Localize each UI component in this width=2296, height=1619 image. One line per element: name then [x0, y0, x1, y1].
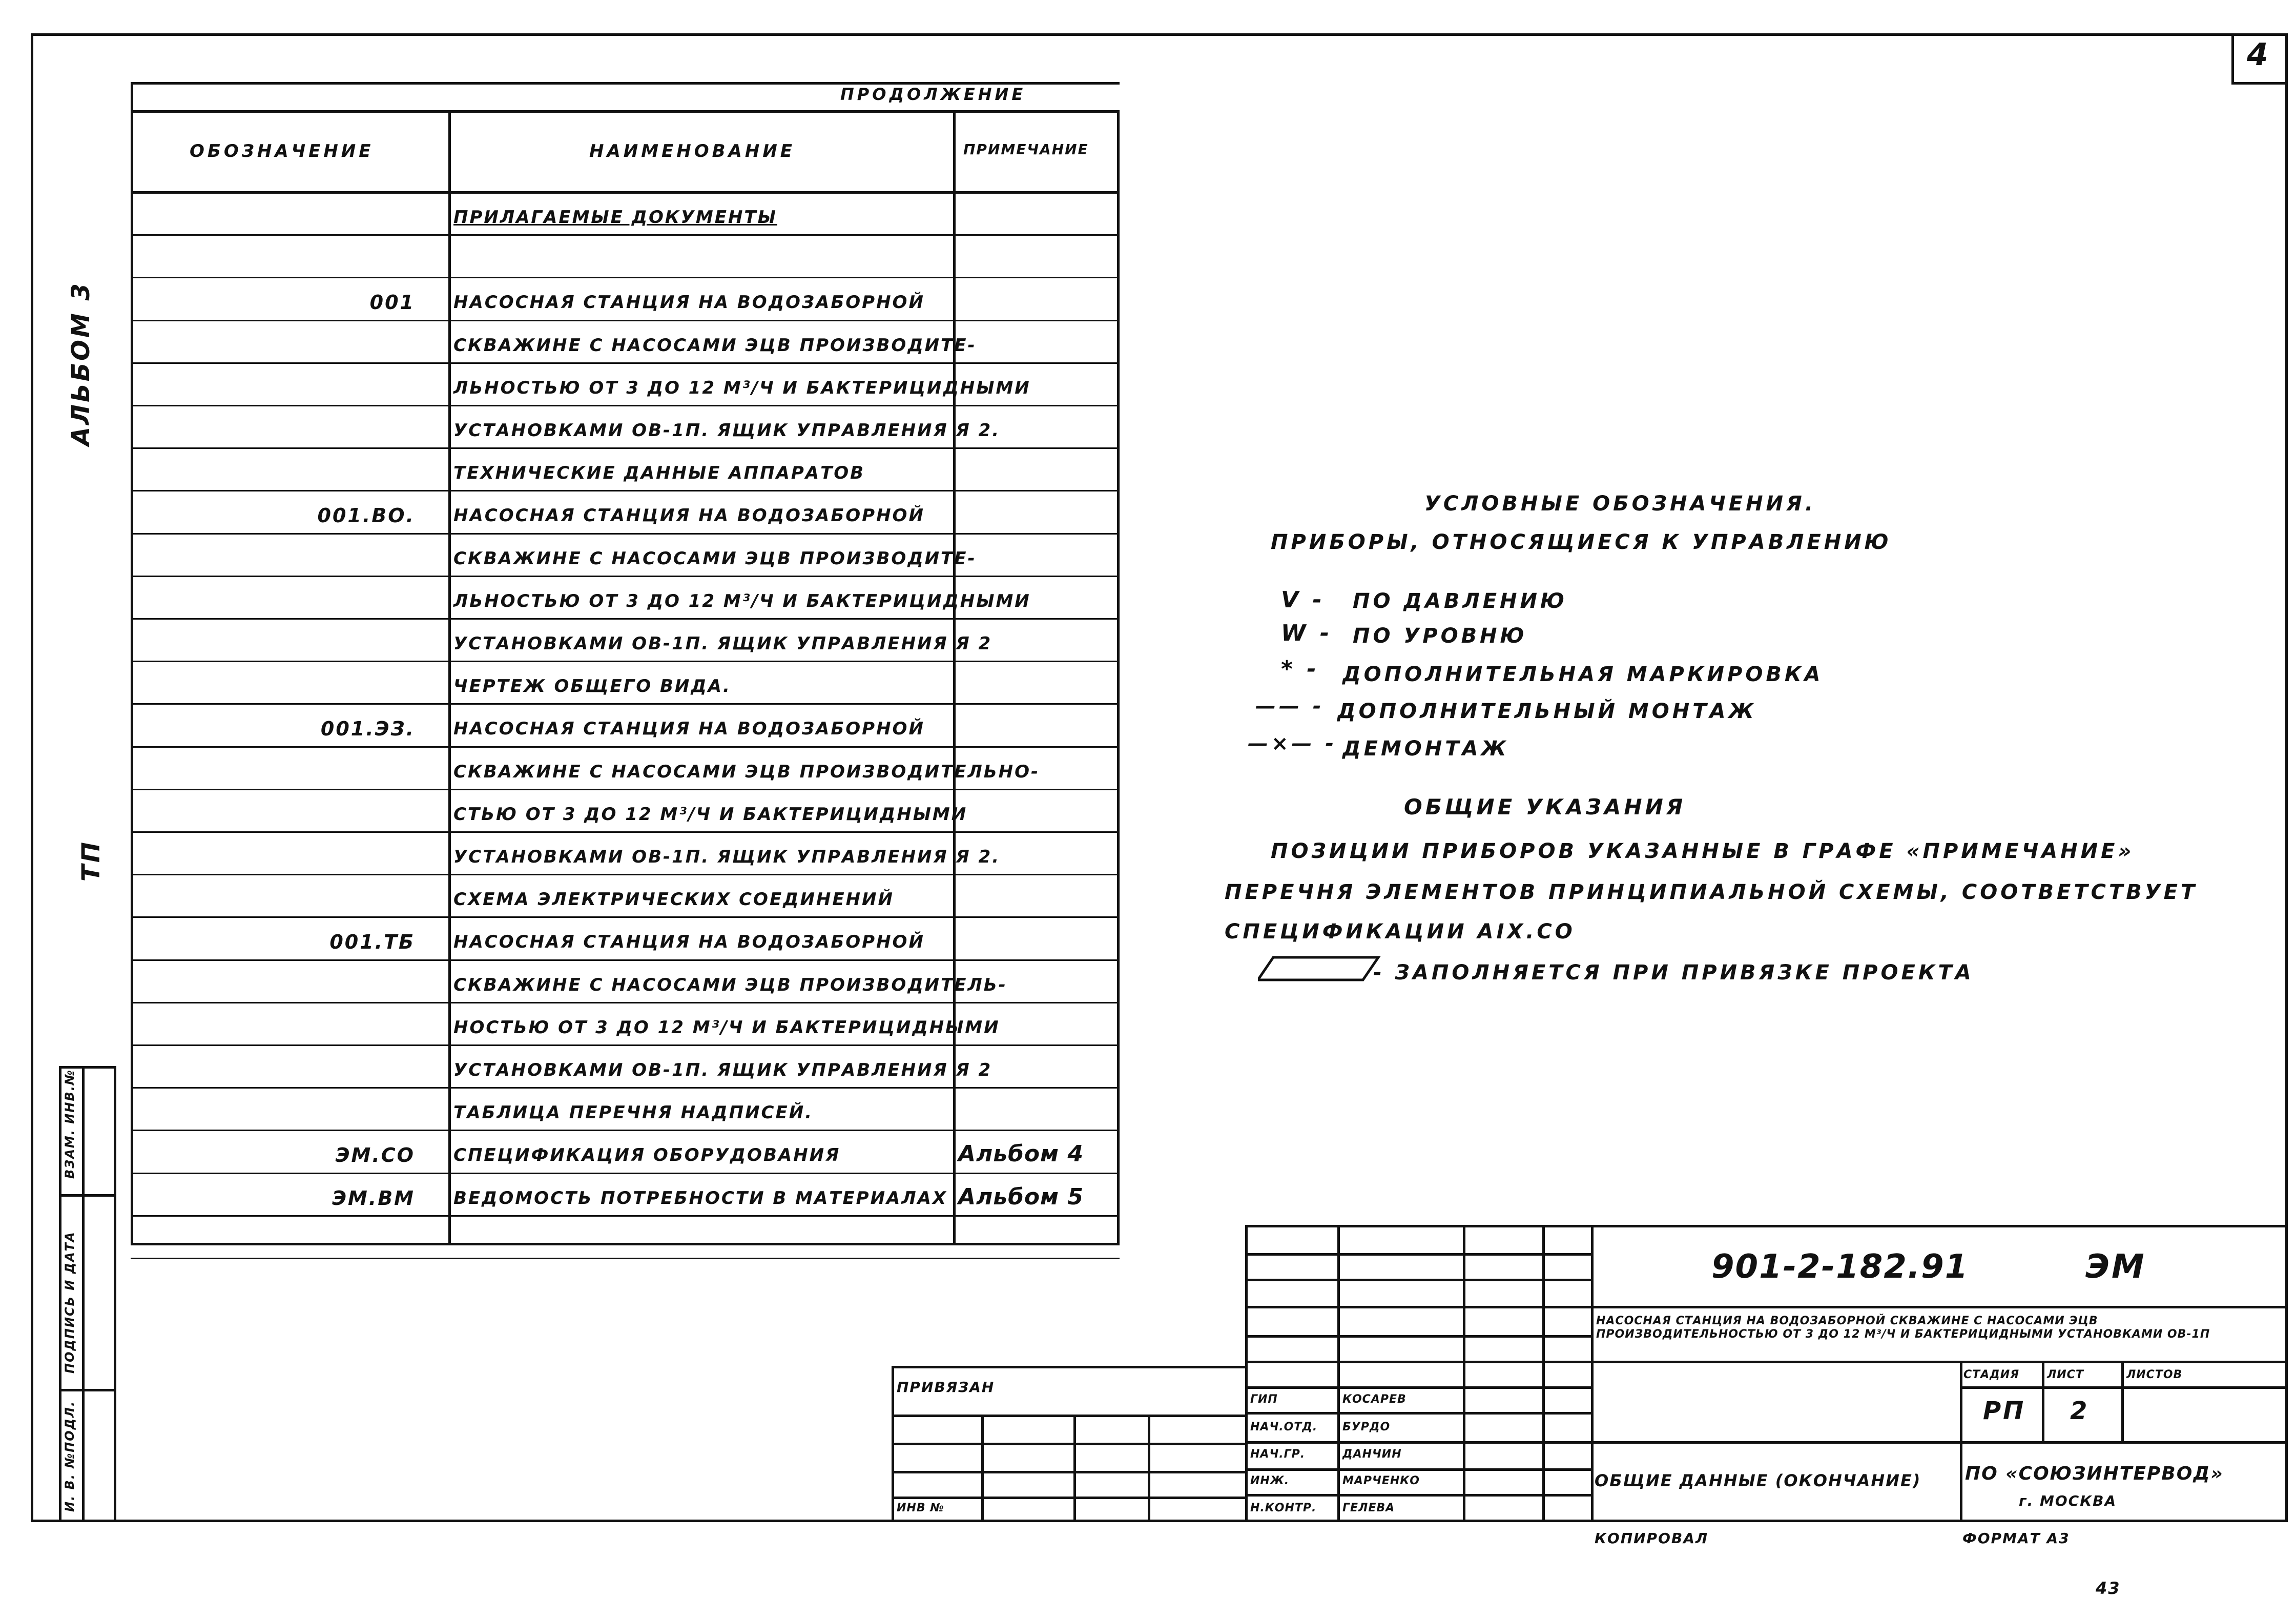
signature-role-1: ГИП	[1250, 1393, 1278, 1406]
table-row-name: НАСОСНАЯ СТАНЦИЯ НА ВОДОЗАБОРНОЙ	[453, 292, 925, 313]
table-row-name: СКВАЖИНЕ С НАСОСАМИ ЭЦВ ПРОИЗВОДИТЕ-	[453, 548, 977, 569]
table-row-divider	[131, 916, 1120, 918]
table-row-designation: 001	[369, 291, 415, 314]
title-block-divider	[1245, 1441, 1591, 1444]
attachment-divider	[892, 1415, 1245, 1417]
table-row-name: ЛЬНОСТЬЮ ОТ 3 ДО 12 М³/Ч И БАКТЕРИЦИДНЫМИ	[453, 377, 1031, 398]
title-block-divider	[1245, 1335, 1591, 1338]
sheet-title: ОБЩИЕ ДАННЫЕ (ОКОНЧАНИЕ)	[1595, 1471, 1921, 1490]
legend-symbol-line: —— -	[1255, 694, 1325, 718]
general-notes-line-3: СПЕЦИФИКАЦИИ АIХ.СО	[1225, 920, 1576, 944]
table-left-border	[131, 82, 133, 1245]
title-block-divider	[1245, 1361, 1591, 1363]
table-row-divider	[131, 447, 1120, 449]
bottom-mark: 43	[2096, 1579, 2121, 1598]
table-row-divider	[131, 1130, 1120, 1131]
legend-item-marking: ДОПОЛНИТЕЛЬНАЯ МАРКИРОВКА	[1342, 663, 1824, 686]
title-block-divider	[1591, 1441, 2288, 1444]
attachment-divider	[892, 1443, 1245, 1445]
table-header-top	[131, 110, 1120, 113]
table-row-divider	[131, 618, 1120, 620]
attachment-divider	[892, 1497, 1245, 1499]
organization: ПО «СОЮЗИНТЕРВОД»	[1965, 1463, 2224, 1484]
attachment-divider	[981, 1415, 984, 1522]
signature-role-5: Н.КОНТР.	[1250, 1502, 1317, 1514]
table-row-name: УСТАНОВКАМИ ОВ-1П. ЯЩИК УПРАВЛЕНИЯ Я 2.	[453, 847, 1001, 867]
signature-role-4: ИНЖ.	[1250, 1474, 1290, 1487]
side-label-inv-original: И. В. №ПОДЛ.	[63, 1400, 77, 1512]
table-row-name: ВЕДОМОСТЬ ПОТРЕБНОСТИ В МАТЕРИАЛАХ	[453, 1187, 948, 1208]
table-row-divider	[131, 362, 1120, 364]
signature-name-5: ГЕЛЕВА	[1342, 1502, 1395, 1514]
sheet-value: 2	[2070, 1397, 2090, 1425]
table-row-name: УСТАНОВКАМИ ОВ-1П. ЯЩИК УПРАВЛЕНИЯ Я 2	[453, 633, 992, 654]
table-row-divider	[131, 1173, 1120, 1174]
table-row-name: ПРИЛАГАЕМЫЕ ДОКУМЕНТЫ	[453, 207, 777, 228]
table-row-divider	[131, 405, 1120, 406]
table-row-divider	[131, 1258, 1120, 1259]
legend-subtitle: ПРИБОРЫ, ОТНОСЯЩИЕСЯ К УПРАВЛЕНИЮ	[1271, 530, 1892, 554]
table-row-note: Альбом 5	[958, 1183, 1084, 1210]
table-row-divider	[131, 703, 1120, 705]
table-row-designation: ЭМ.СО	[335, 1144, 415, 1167]
title-block-divider	[2121, 1361, 2124, 1441]
table-row-designation: 001.ЭЗ.	[320, 718, 415, 741]
table-row-name: СТЬЮ ОТ 3 ДО 12 М³/Ч И БАКТЕРИЦИДНЫМИ	[453, 804, 968, 825]
title-block-divider	[1591, 1361, 2288, 1363]
doc-mark: ЭМ	[2085, 1248, 2146, 1286]
inv-number-label: ИНВ №	[897, 1502, 944, 1514]
title-block-divider	[1463, 1225, 1465, 1522]
signature-name-2: БУРДО	[1342, 1421, 1391, 1433]
title-block-divider	[1960, 1361, 1962, 1522]
table-row-name: СКВАЖИНЕ С НАСОСАМИ ЭЦВ ПРОИЗВОДИТЕЛЬ-	[453, 974, 1007, 995]
parallelogram-icon	[1258, 953, 1381, 984]
title-block-divider	[1245, 1279, 1591, 1281]
doc-description: НАСОСНАЯ СТАНЦИЯ НА ВОДОЗАБОРНОЙ СКВАЖИНЕ С НАСОСАМИ ЭЦВ ПРОИЗВОДИТЕЛЬНОСТЬЮ ОТ 3 ДО 12 М³/Ч И БАКТЕРИЦИДНЫМИ УСТАНОВКАМИ ОВ-1П	[1596, 1315, 2210, 1341]
table-row-name: ЛЬНОСТЬЮ ОТ 3 ДО 12 М³/Ч И БАКТЕРИЦИДНЫМИ	[453, 590, 1031, 611]
sheet-number: 4	[2247, 37, 2270, 73]
general-notes-title: ОБЩИЕ УКАЗАНИЯ	[1404, 794, 1686, 819]
general-notes-box-note: - ЗАПОЛНЯЕТСЯ ПРИ ПРИВЯЗКЕ ПРОЕКТА	[1373, 961, 1974, 985]
title-block-divider	[1245, 1386, 1591, 1389]
sheet-header: ЛИСТ	[2047, 1368, 2084, 1381]
table-right-border	[1117, 110, 1120, 1245]
table-row-designation: 001.ВО.	[317, 504, 415, 527]
title-block-divider	[1245, 1306, 1591, 1308]
table-row-name: НАСОСНАЯ СТАНЦИЯ НА ВОДОЗАБОРНОЙ	[453, 932, 925, 953]
legend-title: УСЛОВНЫЕ ОБОЗНАЧЕНИЯ.	[1424, 492, 1816, 516]
table-row-divider	[131, 234, 1120, 236]
table-header-bottom	[131, 191, 1120, 194]
table-row-name: СКВАЖИНЕ С НАСОСАМИ ЭЦВ ПРОИЗВОДИТЕЛЬНО-	[453, 761, 1040, 782]
table-row-divider	[131, 661, 1120, 662]
title-block-divider	[1337, 1225, 1340, 1522]
sheets-header: ЛИСТОВ	[2126, 1368, 2183, 1381]
side-label-inv-replace: ВЗАМ. ИНВ.№	[63, 1069, 77, 1179]
title-block-divider	[1245, 1468, 1591, 1471]
table-row-name: УСТАНОВКАМИ ОВ-1П. ЯЩИК УПРАВЛЕНИЯ Я 2.	[453, 420, 1001, 441]
side-stamp-divider	[59, 1194, 116, 1197]
table-row-divider	[131, 533, 1120, 535]
organization-city: г. МОСКВА	[2019, 1492, 2117, 1509]
stage-value: РП	[1983, 1397, 2026, 1425]
legend-symbol-v: V -	[1281, 587, 1325, 613]
table-row-divider	[131, 831, 1120, 833]
title-block-divider	[1591, 1306, 2288, 1308]
table-row-name: СКВАЖИНЕ С НАСОСАМИ ЭЦВ ПРОИЗВОДИТЕ-	[453, 335, 977, 356]
legend-item-mounting: ДОПОЛНИТЕЛЬНЫЙ МОНТАЖ	[1337, 700, 1757, 723]
title-block-divider	[1245, 1494, 1591, 1497]
table-row-divider	[131, 746, 1120, 748]
table-row-divider	[131, 1087, 1120, 1089]
legend-symbol-cross: —×— -	[1248, 732, 1337, 755]
attachment-divider	[1148, 1415, 1150, 1522]
side-label-sign-date: ПОДПИСЬ И ДАТА	[63, 1231, 77, 1374]
title-block-divider	[1591, 1225, 1594, 1522]
attached-label: ПРИВЯЗАН	[897, 1379, 995, 1396]
table-row-divider	[131, 320, 1120, 321]
table-row-name: НАСОСНАЯ СТАНЦИЯ НА ВОДОЗАБОРНОЙ	[453, 505, 925, 526]
title-block-divider	[1960, 1386, 2288, 1389]
header-designation: ОБОЗНАЧЕНИЕ	[190, 141, 374, 161]
table-row-name: СПЕЦИФИКАЦИЯ ОБОРУДОВАНИЯ	[453, 1145, 841, 1166]
table-row-name: ТАБЛИЦА ПЕРЕЧНЯ НАДПИСЕЙ.	[453, 1102, 814, 1123]
table-row-divider	[131, 1215, 1120, 1217]
table-row-name: НОСТЬЮ ОТ 3 ДО 12 М³/Ч И БАКТЕРИЦИДНЫМИ	[453, 1017, 1000, 1038]
title-block-divider	[1542, 1225, 1545, 1522]
table-row-divider	[131, 789, 1120, 790]
side-stamp-divider	[59, 1389, 116, 1391]
format-label: ФОРМАТ А3	[1962, 1530, 2070, 1547]
table-row-divider	[131, 1044, 1120, 1046]
continuation-label: ПРОДОЛЖЕНИЕ	[840, 85, 1026, 104]
table-row-name: СХЕМА ЭЛЕКТРИЧЕСКИХ СОЕДИНЕНИЙ	[453, 889, 894, 910]
table-row-name: ТЕХНИЧЕСКИЕ ДАННЫЕ АППАРАТОВ	[453, 463, 865, 484]
signature-name-3: ДАНЧИН	[1342, 1448, 1402, 1461]
table-row-divider	[131, 1002, 1120, 1003]
signature-name-4: МАРЧЕНКО	[1342, 1474, 1420, 1487]
header-name: НАИМЕНОВАНИЕ	[589, 141, 796, 161]
legend-symbol-w: W -	[1281, 620, 1333, 646]
table-row-divider	[131, 576, 1120, 577]
signature-role-2: НАЧ.ОТД.	[1250, 1421, 1318, 1433]
side-label-tp: ТП	[77, 840, 106, 882]
table-row-name: УСТАНОВКАМИ ОВ-1П. ЯЩИК УПРАВЛЕНИЯ Я 2	[453, 1060, 992, 1080]
table-row-divider	[131, 959, 1120, 961]
table-row-name: НАСОСНАЯ СТАНЦИЯ НА ВОДОЗАБОРНОЙ	[453, 719, 925, 740]
legend-item-dismantling: ДЕМОНТАЖ	[1342, 737, 1509, 761]
signature-name-1: КОСАРЕВ	[1342, 1393, 1406, 1406]
table-row-name: ЧЕРТЕЖ ОБЩЕГО ВИДА.	[453, 676, 731, 697]
title-block-divider	[1245, 1253, 1591, 1256]
header-note: ПРИМЕЧАНИЕ	[963, 141, 1089, 158]
title-block-divider	[2042, 1361, 2044, 1441]
attachment-divider	[892, 1471, 1245, 1473]
table-row-note: Альбом 4	[958, 1141, 1084, 1167]
general-notes-line-2: ПЕРЕЧНЯ ЭЛЕМЕНТОВ ПРИНЦИПИАЛЬНОЙ СХЕМЫ, СООТВЕТСТВУЕТ	[1225, 880, 2198, 904]
table-row-divider	[131, 490, 1120, 491]
side-stamp-divider	[82, 1066, 85, 1522]
table-column-divider	[448, 110, 451, 1245]
stage-header: СТАДИЯ	[1963, 1368, 2020, 1381]
side-label-album: АЛЬБОМ 3	[67, 281, 95, 446]
table-row-designation: ЭМ.ВМ	[332, 1186, 415, 1210]
table-row-designation: 001.ТБ	[329, 931, 415, 954]
legend-item-level: ПО УРОВНЮ	[1353, 624, 1527, 648]
general-notes-line-1: ПОЗИЦИИ ПРИБОРОВ УКАЗАННЫЕ В ГРАФЕ «ПРИМЕЧАНИЕ»	[1271, 839, 2135, 863]
table-row-divider	[131, 874, 1120, 875]
copied-label: КОПИРОВАЛ	[1595, 1530, 1709, 1547]
attachment-divider	[1073, 1415, 1076, 1522]
legend-item-pressure: ПО ДАВЛЕНИЮ	[1353, 589, 1567, 613]
signature-role-3: НАЧ.ГР.	[1250, 1448, 1306, 1461]
title-block-divider	[1245, 1412, 1591, 1415]
table-row-divider	[131, 277, 1120, 278]
legend-symbol-star: * -	[1281, 656, 1319, 682]
doc-code: 901-2-182.91	[1711, 1248, 1969, 1286]
